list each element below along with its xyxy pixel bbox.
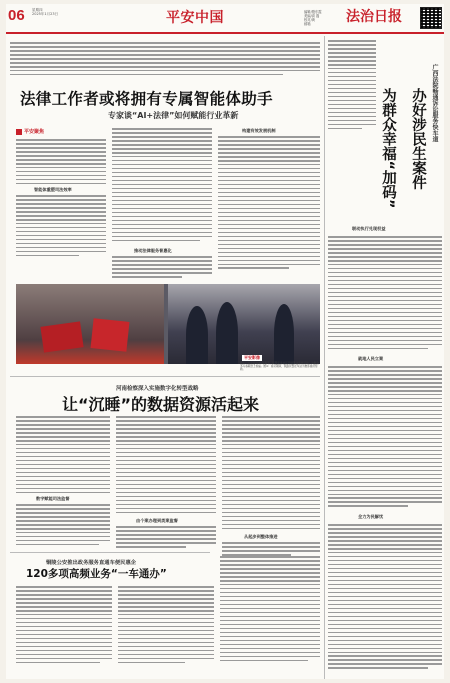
article2-column-3	[222, 416, 320, 532]
editor-credits	[304, 10, 322, 26]
photo-community-event	[16, 284, 164, 364]
article2-column-2	[116, 416, 216, 516]
person-figure	[186, 306, 208, 364]
photo-caption: 图①：为迎接2025年春节，民警走进社区开展普法宣传活动，为群众书写春联送上祝福。图②：春运期间，铁路民警在车站为旅客提供帮助。	[240, 362, 319, 372]
article2-column-1b	[16, 504, 110, 548]
spring-couplet	[91, 318, 130, 352]
page-number: 06	[8, 7, 25, 24]
page-date	[32, 8, 58, 16]
person-figure	[274, 304, 294, 364]
masthead	[6, 4, 444, 34]
divider	[10, 376, 320, 377]
divider	[10, 552, 210, 553]
article2-column-1	[16, 416, 110, 496]
spring-couplet	[40, 321, 83, 352]
article2-column-2b	[116, 526, 216, 550]
article3-column-2	[118, 586, 214, 666]
article1-column-1	[16, 139, 106, 187]
article1-subhead-2: 推动法律服务普惠化	[134, 248, 172, 253]
right-subhead-1: 联动执行兑现权益	[352, 226, 386, 231]
person-figure	[216, 302, 238, 364]
right-column-headline-2: 为群众幸福“加码”	[380, 88, 396, 209]
issue-date: 2025年1月23日	[32, 12, 59, 17]
newspaper-page	[6, 4, 444, 679]
qr-code-icon	[420, 7, 442, 29]
article1-headline: 法律工作者或将拥有专属智能体助手	[20, 90, 273, 108]
photo-badge: 平安影像	[244, 355, 260, 360]
newspaper-logo: 法治日报	[346, 9, 402, 25]
editor-line: 校对/黄	[304, 18, 316, 22]
right-subhead-3: 全力为民解忧	[358, 514, 384, 519]
right-column-body-2	[328, 366, 442, 509]
editor-line: 美编/高 磊	[304, 14, 320, 18]
article3-column-3	[220, 556, 320, 664]
article1-subheadline: 专家谈“AI+法律”如何赋能行业革新	[108, 111, 239, 120]
right-column-headline-1: 办好涉民生案件	[410, 88, 426, 190]
right-column-body-3	[328, 524, 442, 671]
article1-column-2b	[112, 256, 212, 280]
right-column-lead	[328, 40, 376, 132]
article3-headline: 120多项高频业务“一车通办”	[26, 568, 167, 580]
article2-subhead-3: 从起步到整体推进	[244, 534, 278, 539]
article1-column-1b	[16, 195, 106, 259]
section-badge	[16, 128, 44, 135]
article2-subhead-2: 由个案办理到类案监督	[136, 518, 178, 523]
badge-label: 平安聚焦	[24, 129, 45, 135]
article3-column-1	[16, 586, 112, 666]
right-column-kicker: 广西法院畅通诉讼服务快车道	[431, 64, 438, 142]
section-title: 平安中国	[166, 10, 224, 26]
article1-column-2	[112, 128, 212, 244]
article2-subhead-1: 数字赋能司法监督	[36, 496, 70, 501]
article1-subhead-3: 构建有效发展机制	[242, 128, 276, 133]
right-column-body-1	[328, 236, 442, 352]
article1-subhead-1: 智能体重塑司法效率	[34, 187, 72, 192]
editor-line: 邮箱	[304, 22, 311, 26]
right-subhead-2: 就地人民立案	[358, 356, 384, 361]
article2-kicker: 河南检察深入实施数字化转型战略	[116, 386, 199, 392]
article3-kicker: 铜陵公安推出政务服务直通车便民惠企	[46, 560, 137, 566]
news-photo	[16, 284, 320, 364]
article1-lead-text	[10, 42, 320, 78]
badge-icon	[16, 129, 22, 135]
weekday: 星期四	[32, 8, 43, 12]
article2-headline: 让“沉睡”的数据资源活起来	[62, 395, 260, 414]
article1-column-3	[218, 136, 320, 271]
editor-line: 编辑/殷东霞	[304, 10, 322, 14]
